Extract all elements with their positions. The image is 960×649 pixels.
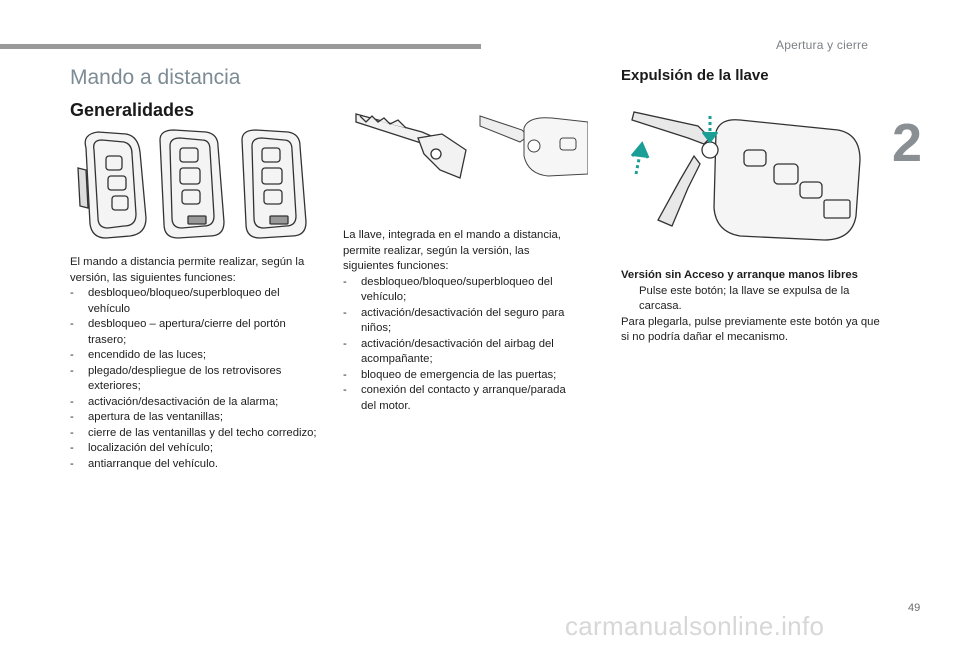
key-in-fob-icon: [480, 116, 588, 176]
page-number: 49: [908, 602, 921, 614]
key-blade-icon: [356, 114, 466, 178]
list-item: - bloqueo de emergencia de las puertas;: [343, 368, 557, 381]
llave-intro: La llave, integrada en el mando a distancia, permite realizar, según la versión, las siguientes funciones:: [343, 229, 561, 272]
fob-2-icon: [160, 130, 224, 238]
expulsion-list: [621, 284, 881, 315]
list-item: - desbloqueo/bloqueo/superbloqueo del vehículo;: [343, 275, 553, 303]
ejected-key-blade-icon: [632, 112, 710, 226]
fob-1-icon: [78, 132, 146, 238]
generalidades-intro: El mando a distancia permite realizar, según la versión, las siguientes funciones:: [70, 256, 305, 284]
version-title: Versión sin Acceso y arranque manos libres: [621, 269, 858, 281]
section-label: Apertura y cierre: [776, 38, 869, 52]
chapter-number: 2: [892, 113, 923, 173]
expulsion-text: [621, 268, 881, 346]
page-title: Mando a distancia: [70, 66, 241, 89]
list-item: - activación/desactivación del airbag del acompañante;: [343, 337, 554, 365]
remote-fobs-illustration: [66, 128, 328, 246]
generalidades-text: [70, 255, 320, 472]
key-blade-illustration: [352, 108, 588, 188]
list-item: - activación/desactivación del seguro para niños;: [343, 306, 565, 334]
fob-body-icon: [714, 120, 860, 240]
list-item: - encendido de las luces;: [70, 349, 207, 361]
list-item: - apertura de las ventanillas;: [70, 411, 224, 423]
release-button-icon: [702, 142, 718, 158]
llave-text: [343, 228, 583, 414]
list-item: - desbloqueo – apertura/cierre del portón trasero;: [70, 318, 286, 346]
fob-3-icon: [242, 130, 306, 238]
list-item: - localización del vehículo;: [70, 442, 213, 454]
list-item: - desbloqueo/bloqueo/superbloqueo del vehículo: [70, 287, 280, 315]
list-item: - conexión del contacto y arranque/parada del motor.: [343, 384, 566, 412]
list-item: - activación/desactivación de la alarma;: [70, 395, 279, 408]
generalidades-list: [70, 286, 320, 472]
key-expulsion-illustration: [628, 108, 868, 248]
llave-list: [343, 275, 583, 415]
heading-generalidades: Generalidades: [70, 100, 195, 120]
list-item: Pulse este botón; la llave se expulsa de la carcasa.: [639, 284, 850, 312]
list-item: - antiarranque del vehículo.: [70, 457, 219, 470]
heading-expulsion: Expulsión de la llave: [621, 67, 769, 84]
list-item: - cierre de las ventanillas y del techo corredizo;: [70, 426, 317, 439]
list-item: - plegado/despliegue de los retrovisores exteriores;: [70, 364, 282, 392]
eject-arrow-icon: [632, 144, 648, 174]
header-bar: [0, 44, 481, 49]
expulsion-note: Para plegarla, pulse previamente este botón ya que si no podría dañar el mecanismo.: [621, 315, 880, 343]
watermark: carmanualsonline.info: [565, 611, 825, 641]
